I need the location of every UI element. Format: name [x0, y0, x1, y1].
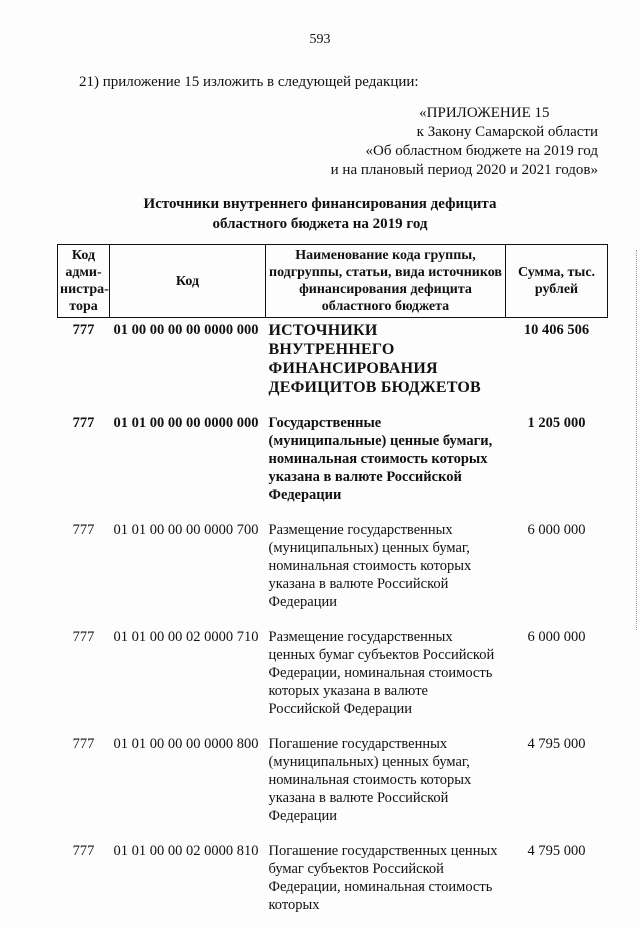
cell-code: 01 01 00 00 02 0000 810 — [113, 843, 259, 859]
cell-admin: 777 — [72, 843, 95, 859]
table-row — [58, 839, 608, 928]
cell-amount: 6 000 000 — [527, 522, 586, 538]
table-row — [58, 625, 608, 732]
cell-code: 01 01 00 00 00 0000 000 — [113, 415, 259, 431]
cell-amount: 6 000 000 — [527, 629, 586, 645]
cell-admin: 777 — [72, 629, 95, 645]
table-row — [58, 518, 608, 625]
table-header-row — [58, 245, 608, 318]
appendix-line-2: к Закону Самарской области — [416, 124, 598, 140]
cell-name: Государственные (муниципальные) ценные бумаги, номинальная стоимость которых указана в валюте Российской Федерации — [268, 415, 493, 503]
cell-name: Размещение государственных (муниципальных) ценных бумаг, номинальная стоимость которых указана в валюте Российской Федерации — [268, 522, 472, 610]
table-row — [58, 732, 608, 839]
financing-sources-table — [57, 244, 608, 928]
table-row — [58, 318, 608, 412]
cell-admin: 777 — [72, 322, 95, 338]
cell-code: 01 01 00 00 02 0000 710 — [113, 629, 259, 645]
cell-code: 01 00 00 00 00 0000 000 — [113, 322, 259, 338]
header-amount: Сумма, тыс. рублей — [506, 245, 608, 318]
appendix-header — [331, 104, 598, 180]
appendix-line-4: и на плановый период 2020 и 2021 годов» — [330, 162, 598, 178]
cell-name: Размещение государственных ценных бумаг субъектов Российской Федерации, номинальная стоимость которых указана в валюте Российской Федерации — [268, 629, 495, 717]
appendix-line-1: «ПРИЛОЖЕНИЕ 15 — [419, 105, 550, 121]
document-title — [0, 194, 640, 234]
page-number: 593 — [309, 32, 331, 47]
cell-admin: 777 — [72, 415, 95, 431]
table-row — [58, 411, 608, 518]
cell-name: Погашение государственных (муниципальных) ценных бумаг, номинальная стоимость которых указана в валюте Российской Федерации — [268, 736, 472, 824]
cell-amount: 4 795 000 — [527, 843, 586, 859]
cell-name: Погашение государственных ценных бумаг субъектов Российской Федерации, номинальная стоимость которых — [268, 843, 498, 913]
cell-amount: 1 205 000 — [527, 415, 586, 431]
cell-code: 01 01 00 00 00 0000 700 — [113, 522, 259, 538]
cell-amount: 4 795 000 — [527, 736, 586, 752]
cell-code: 01 01 00 00 00 0000 800 — [113, 736, 259, 752]
header-code: Код — [110, 245, 266, 318]
appendix-line-3: «Об областном бюджете на 2019 год — [365, 143, 598, 159]
intro-text: 21) приложение 15 изложить в следующей редакции: — [79, 74, 419, 90]
title-line-1: Источники внутреннего финансирования дефицита — [143, 196, 497, 212]
header-name: Наименование кода группы, подгруппы, статьи, вида источников финансирования дефицита областного бюджета — [266, 245, 506, 318]
header-admin-code: Код адми-нистра-тора — [58, 245, 110, 318]
cell-admin: 777 — [72, 736, 95, 752]
scan-edge-divider — [634, 250, 637, 630]
cell-name: ИСТОЧНИКИ ВНУТРЕННЕГО ФИНАНСИРОВАНИЯ ДЕФИЦИТОВ БЮДЖЕТОВ — [268, 322, 481, 396]
cell-amount: 10 406 506 — [523, 322, 590, 338]
title-line-2: областного бюджета на 2019 год — [212, 216, 428, 232]
cell-admin: 777 — [72, 522, 95, 538]
